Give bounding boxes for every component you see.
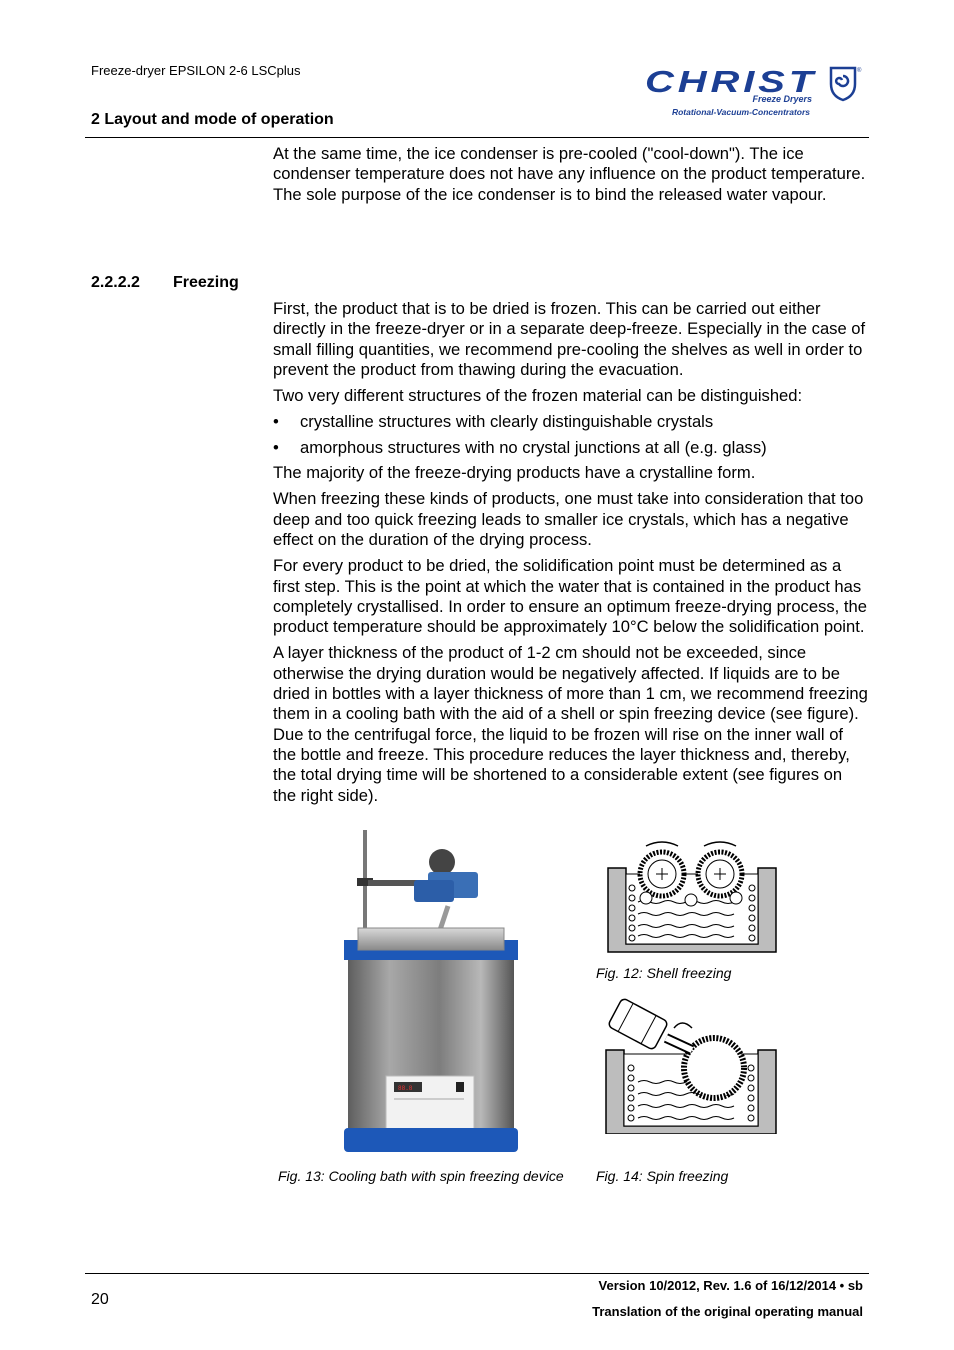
christ-logo [643,62,865,118]
figure-14-caption: Fig. 14: Spin freezing [596,1168,729,1184]
christ-logo-graphic [643,62,865,118]
paragraph-6: A layer thickness of the product of 1-2 cm should not be exceeded, since otherwise the drying duration would be negatively affected. If liquids are to be dried in bottles with a layer thickness of more than 1 cm, we recommend freezing them in a cooling bath with the aid of a shell or spin freezing device (see figure). Due to the centrifugal force, the liquid to be frozen will rise on the inner wall of the bottle and freeze. This procedure reduces the layer thickness and, thereby, the total drying time will be shortened to a considerable extent (see figures on the right side). [273,643,868,805]
spin-freezing-diagram [604,998,778,1134]
paragraph-5: For every product to be dried, the solidification point must be determined as a first step. This is the point at which the water that is contained in the product has completely crystallised. In order to ensure an optimum freeze-drying process, the product temperature should be approximately 10°C below the solidification point. [273,556,867,637]
shell-freezing-figure [606,840,778,954]
logo-spiral-icon [831,68,855,100]
intro-paragraph: At the same time, the ice condenser is pre-cooled ("cool-down"). The ice condenser temperature does not have any influence on the product temperature. The sole purpose of the ice condenser is to bind the released water vapour. [273,144,866,204]
cooling-bath-figure [338,828,524,1156]
spin-freezing-figure [604,998,778,1134]
paragraph-2: Two very different structures of the frozen material can be distinguished: [273,386,803,406]
paragraph-4: When freezing these kinds of products, one must take into consideration that too deep and too quick freezing leads to smaller ice crystals, which has a negative effect on the duration of the drying process. [273,489,864,549]
intro-block [273,144,869,211]
chapter-heading: 2 Layout and mode of operation [91,111,334,128]
document-title: Freeze-dryer EPSILON 2-6 LSCplus [91,63,301,78]
section-title: Freezing [173,274,239,291]
paragraph-3: The majority of the freeze-drying products have a crystalline form. [273,463,756,483]
translation-note: Translation of the original operating manual [592,1304,863,1319]
figure-13-caption: Fig. 13: Cooling bath with spin freezing device [278,1168,564,1184]
freezing-text [273,299,869,812]
svg-text:®: ® [857,68,862,74]
paragraph-1: First, the product that is to be dried is frozen. This can be carried out either directly in the freeze-dryer or in a separate deep-freeze. Especially in the case of small filling quantities, we recommend pre-cooling the shelves as well in order to prevent the product from thawing during the evacuation. [273,299,866,379]
bullet-text: amorphous structures with no crystal junctions at all (e.g. glass) [300,437,767,457]
section-number: 2.2.2.2 [91,274,140,291]
logo-tagline-1: Freeze Dryers [752,94,812,104]
bullet-text: crystalline structures with clearly distinguishable crystals [300,412,714,432]
bullet-icon: • [273,437,279,457]
shell-freezing-diagram [606,840,778,954]
svg-text:88.8: 88.8 [398,1085,413,1092]
footer-divider [85,1273,869,1274]
cooling-bath-illustration [338,828,524,1156]
page-number: 20 [91,1291,109,1308]
header-divider [85,137,869,138]
version-info: Version 10/2012, Rev. 1.6 of 16/12/2014 • sb [598,1278,863,1293]
bullet-item-amorphous [273,438,869,458]
bullet-icon: • [273,412,279,432]
logo-wordmark: CHRIST [645,64,818,99]
logo-tagline-2: Rotational-Vacuum-Concentrators [671,107,810,117]
bullet-item-crystalline [273,412,869,432]
figure-12-caption: Fig. 12: Shell freezing [596,965,732,981]
